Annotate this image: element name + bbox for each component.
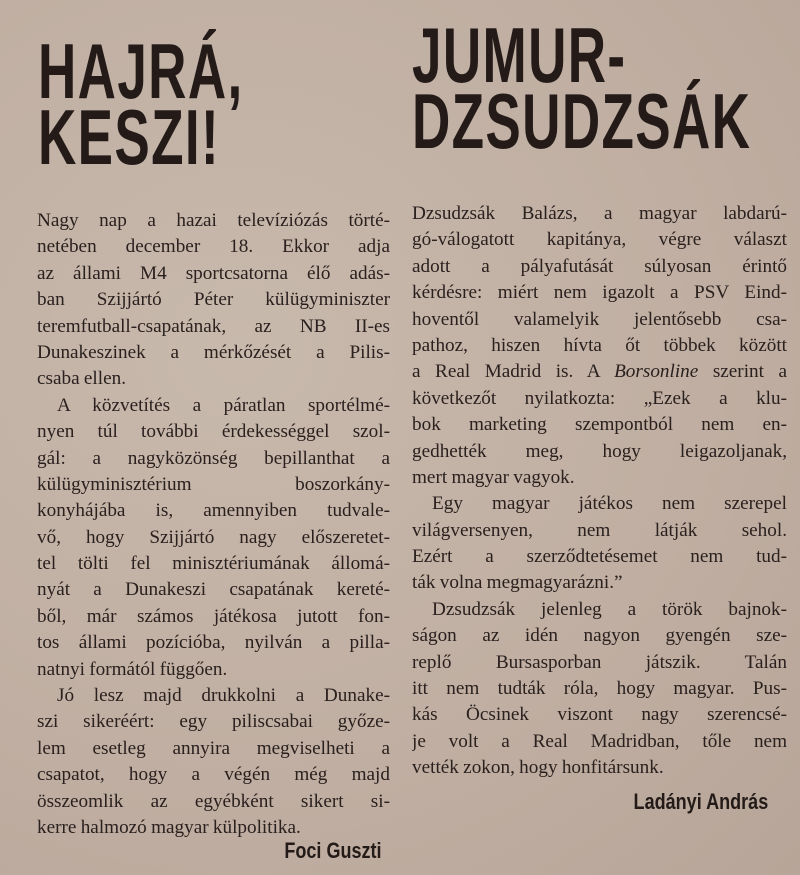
text-line: lem esetleg annyira megviselheti a: [37, 737, 390, 759]
text-line: tel tölti fel minisztériumának állomá-: [37, 553, 390, 575]
text-line: csapatot, hogy a végén még majd: [37, 764, 390, 786]
right-article-byline: Ladányi András: [633, 789, 768, 814]
text-line: pathoz, hiszen hívta őt többek között: [412, 334, 787, 356]
right-headline-line: DZSUDZSÁK: [412, 77, 752, 165]
text-line: külügyminisztérium boszorkány-: [37, 473, 390, 495]
right-headline-line: JUMUR-: [412, 11, 627, 99]
text-line: gál: a nagyközönség bepillanthat a: [37, 447, 390, 469]
text-line: hoventől valamelyik jelentősebb csa-: [412, 308, 787, 330]
text-line: összeomlik az egyébként sikert si-: [37, 790, 390, 812]
text-line: Dzsudzsák jelenleg a török bajnok-: [432, 598, 787, 620]
text-line: Dunakeszinek a mérkőzését a Pilis-: [37, 341, 390, 363]
text-line: kerre halmozó magyar külpolitika.: [37, 816, 301, 838]
text-segment: a Real Madrid is. A: [412, 361, 615, 383]
left-article-byline: Foci Guszti: [284, 838, 382, 863]
paragraph: [37, 393, 390, 683]
text-line: ban Szijjártó Péter külügyminiszter: [37, 289, 390, 311]
text-line: [412, 359, 787, 385]
text-line: gó-válogatott kapitánya, végre választ: [412, 229, 787, 251]
text-line: itt nem tudták róla, hogy magyar. Pus-: [412, 678, 787, 700]
paragraph: [37, 208, 390, 393]
text-line: netében december 18. Ekkor adja: [37, 236, 390, 258]
left-headline-line: HAJRÁ,: [38, 27, 244, 115]
text-line: nyen túl további érdekességgel szol-: [37, 421, 390, 443]
text-line: A közvetítés a páratlan sportélmé-: [57, 394, 390, 416]
text-line: natnyi formától függően.: [37, 658, 228, 680]
text-line: replő Bursasporban játszik. Talán: [412, 651, 787, 673]
text-line: kás Öcsinek viszont nagy szerencsé-: [412, 704, 787, 726]
text-segment: szerint a: [698, 361, 787, 383]
text-line: szi sikeréért: egy piliscsabai győze-: [37, 711, 390, 733]
text-line: konyhájába is, amennyiben tudvale-: [37, 500, 390, 522]
right-headline: [412, 11, 752, 165]
paragraph: [412, 491, 787, 597]
paragraph: [412, 201, 787, 491]
text-line: teremfutball-csapatának, az NB II-es: [37, 315, 390, 337]
text-line: kérdésre: miért nem igazolt a PSV Eind-: [412, 282, 787, 304]
text-line: Ezért a szerződtetésemet nem tud-: [412, 546, 787, 568]
text-line: Dzsudzsák Balázs, a magyar labdarú-: [412, 203, 787, 224]
left-headline-line: KESZI!: [38, 93, 221, 181]
left-headline: [38, 27, 244, 181]
right-article-body: [412, 201, 787, 782]
text-line: Nagy nap a hazai televíziózás törté-: [37, 210, 390, 231]
text-line: csaba ellen.: [37, 368, 126, 390]
text-line: tos állami pozícióba, nyilván a pilla-: [37, 632, 390, 654]
text-line: adott a pályafutását súlyosan érintő: [412, 255, 787, 277]
text-line: következőt nyilatkozta: „Ezek a klu-: [412, 387, 787, 409]
text-line: vették zokon, hogy honfitársunk.: [412, 757, 664, 779]
text-line: világversenyen, nem látják sehol.: [412, 519, 787, 541]
paragraph: [412, 597, 787, 782]
text-line: ták volna megmagyarázni.”: [412, 572, 623, 594]
text-line: ből, már számos játékosa jutott fon-: [37, 605, 390, 627]
text-line: vő, hogy Szijjártó nagy előszeretet-: [37, 526, 390, 548]
paragraph: [37, 683, 390, 841]
text-line: Egy magyar játékos nem szerepel: [432, 493, 787, 515]
text-line: ságon az idén nagyon gyengén sze-: [412, 625, 787, 647]
text-line: nyát a Dunakeszi csapatának kereté-: [37, 579, 390, 601]
left-article-body: [37, 208, 390, 841]
text-line: Jó lesz majd drukkolni a Dunake-: [57, 685, 390, 707]
italic-text: Borsonline: [614, 361, 699, 383]
text-line: bok marketing szempontból nem en-: [412, 414, 787, 436]
text-line: gedhették meg, hogy leigazoljanak,: [412, 440, 787, 462]
text-line: mert magyar vagyok.: [412, 466, 575, 488]
text-line: je volt a Real Madridban, tőle nem: [412, 730, 787, 752]
text-line: az állami M4 sportcsatorna élő adás-: [37, 262, 390, 284]
